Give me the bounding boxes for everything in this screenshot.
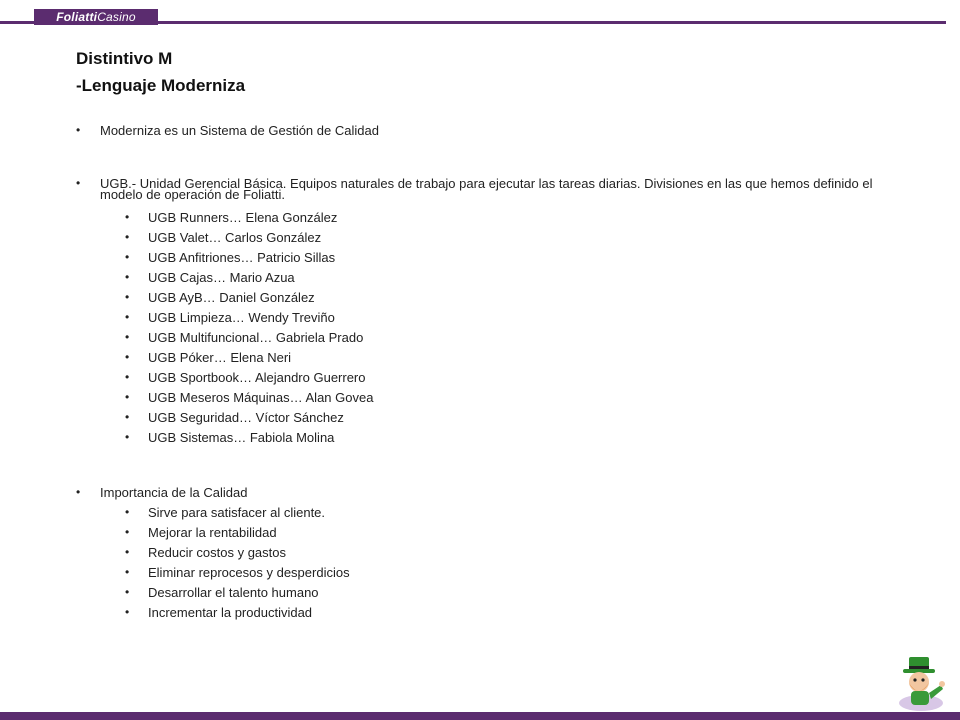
ugb-item: • UGB Valet… Carlos González — [148, 231, 321, 244]
slide-subtitle: -Lenguaje Moderniza — [76, 76, 246, 95]
importancia-item: • Mejorar la rentabilidad — [148, 526, 277, 539]
ugb-item: • UGB Cajas… Mario Azua — [148, 271, 295, 284]
bullet-moderniza: • Moderniza es un Sistema de Gestión de Calidad — [100, 124, 900, 137]
bullet-ugb-intro: • UGB.- Unidad Gerencial Básica. Equipos naturales de trabajo para ejecutar las tareas diarias. Divisiones en las que hemos definido el modelo de operación de Foliatti. — [100, 178, 900, 200]
ugb-item: • UGB Meseros Máquinas… Alan Govea — [148, 391, 373, 404]
ugb-item: • UGB Sportbook… Alejandro Guerrero — [148, 371, 366, 384]
importancia-item: • Desarrollar el talento humano — [148, 586, 319, 599]
slide-title: Distintivo M — [76, 49, 173, 68]
footer-bar — [0, 712, 960, 720]
ugb-item: • UGB Limpieza… Wendy Treviño — [148, 311, 335, 324]
ugb-item: • UGB Póker… Elena Neri — [148, 351, 291, 364]
leprechaun-mascot-icon — [893, 655, 949, 713]
ugb-item: • UGB Anfitriones… Patricio Sillas — [148, 251, 335, 264]
ugb-item: • UGB Seguridad… Víctor Sánchez — [148, 411, 344, 424]
importancia-item: • Eliminar reprocesos y desperdicios — [148, 566, 350, 579]
foliatti-casino-logo: FoliattiCasino — [34, 9, 158, 25]
importancia-item: • Sirve para satisfacer al cliente. — [148, 506, 325, 519]
ugb-item: • UGB Sistemas… Fabiola Molina — [148, 431, 334, 444]
importancia-item: • Reducir costos y gastos — [148, 546, 286, 559]
ugb-item: • UGB Runners… Elena González — [148, 211, 337, 224]
ugb-item: • UGB AyB… Daniel González — [148, 291, 315, 304]
ugb-item: • UGB Multifuncional… Gabriela Prado — [148, 331, 363, 344]
bullet-importancia: • Importancia de la Calidad — [100, 486, 900, 499]
importancia-item: • Incrementar la productividad — [148, 606, 312, 619]
